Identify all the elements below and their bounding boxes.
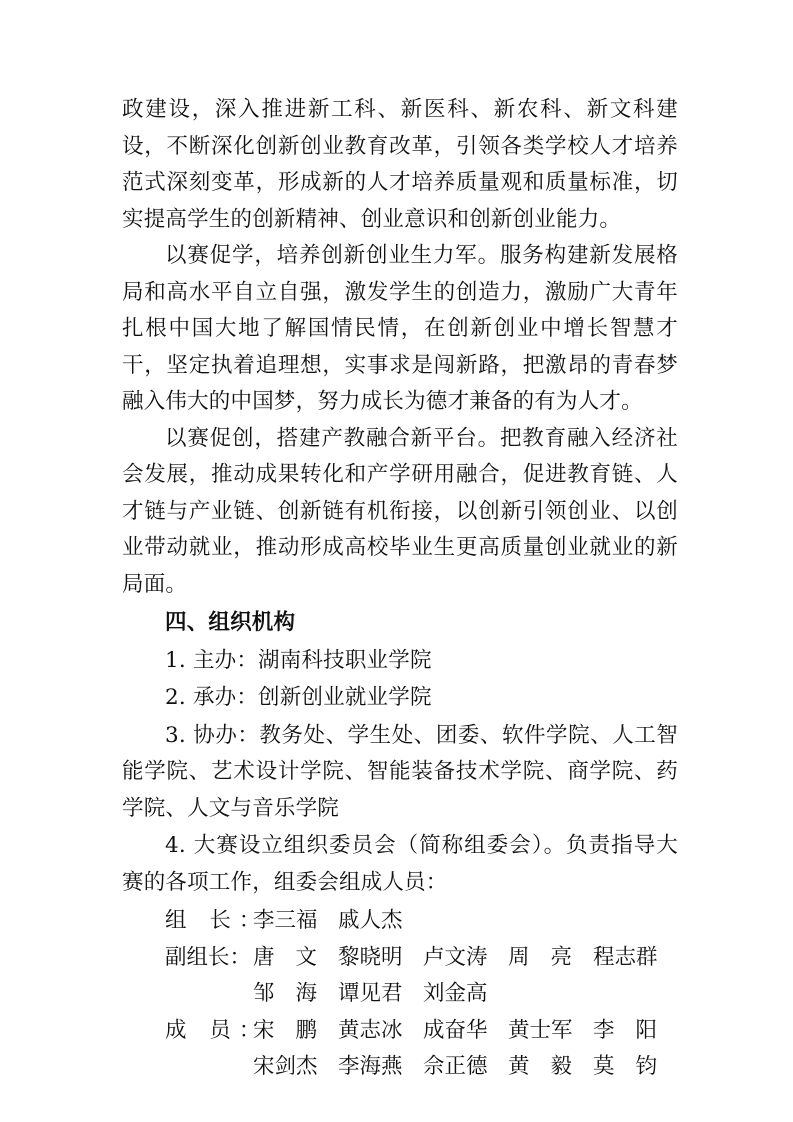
deputy-label: 副组长： <box>165 944 252 970</box>
person-name: 周亮 <box>508 944 594 970</box>
person-name: 黄志冰 <box>338 1017 403 1043</box>
person-name: 佘正德 <box>423 1054 488 1079</box>
person-name: 宋鹏 <box>253 1017 339 1043</box>
person-name: 戚人杰 <box>338 908 403 933</box>
item-co-organizers: 3. 协办：教务处、学生处、团委、软件学院、人工智能学院、艺术设计学院、智能装备技术学院、商学院、药学院、人文与音乐学院 <box>122 722 678 821</box>
members-label: 成 员： <box>165 1017 269 1043</box>
person-name: 李阳 <box>593 1017 679 1043</box>
person-name: 莫钧 <box>593 1054 679 1079</box>
person-name: 刘金高 <box>423 981 488 1006</box>
paragraph-continuation: 政建设，深入推进新工科、新医科、新农科、新文科建设，不断深化创新创业教育改革，引领各类学校人才培养范式深刻变革，形成新的人才培养质量观和质量标准，切实提高学生的创新精神、创业意识和创新创业能力。 <box>122 97 678 232</box>
leader-names <box>253 903 678 940</box>
deputy-row <box>122 940 678 1013</box>
item-committee: 4. 大赛设立组织委员会（简称组委会）。负责指导大赛的各项工作，组委会组成人员： <box>122 833 678 895</box>
person-name: 唐文 <box>253 944 339 970</box>
members-names <box>253 1013 678 1086</box>
paragraph-learning: 以赛促学，培养创新创业生力军。服务构建新发展格局和高水平自立自强，激发学生的创造力，激励广大青年扎根中国大地了解国情民情，在创新创业中增长智慧才干，坚定执着追理想，实事求是闯新路，把激昂的青春梦融入伟大的中国梦，努力成长为德才兼备的有为人才。 <box>122 243 678 414</box>
person-name: 宋剑杰 <box>253 1054 318 1079</box>
person-name: 李海燕 <box>338 1054 403 1079</box>
person-name: 黄毅 <box>508 1054 594 1079</box>
item-organizer: 1. 主办：湖南科技职业学院 <box>165 647 432 673</box>
section-heading: 四、组织机构 <box>165 610 296 635</box>
person-name: 成奋华 <box>423 1017 488 1043</box>
person-name: 李三福 <box>253 908 318 933</box>
leader-row <box>122 903 678 940</box>
members-row <box>122 1013 678 1086</box>
person-name: 黄士军 <box>508 1017 573 1043</box>
person-name: 黎晓明 <box>338 944 403 970</box>
committee-roster <box>122 903 678 1086</box>
document-page <box>122 92 678 1086</box>
person-name: 谭见君 <box>338 981 403 1006</box>
leader-label: 组 长： <box>165 908 269 933</box>
deputy-names <box>253 940 678 1013</box>
person-name: 程志群 <box>593 944 658 970</box>
person-name: 卢文涛 <box>423 944 488 970</box>
person-name: 邹海 <box>253 981 339 1006</box>
item-undertaker: 2. 承办：创新创业就业学院 <box>165 685 432 710</box>
paragraph-innovation: 以赛促创，搭建产教融合新平台。把教育融入经济社会发展，推动成果转化和产学研用融合，促进教育链、人才链与产业链、创新链有机衔接，以创新引领创业、以创业带动就业，推动形成高校毕业生更高质量创业就业的新局面。 <box>122 425 678 597</box>
